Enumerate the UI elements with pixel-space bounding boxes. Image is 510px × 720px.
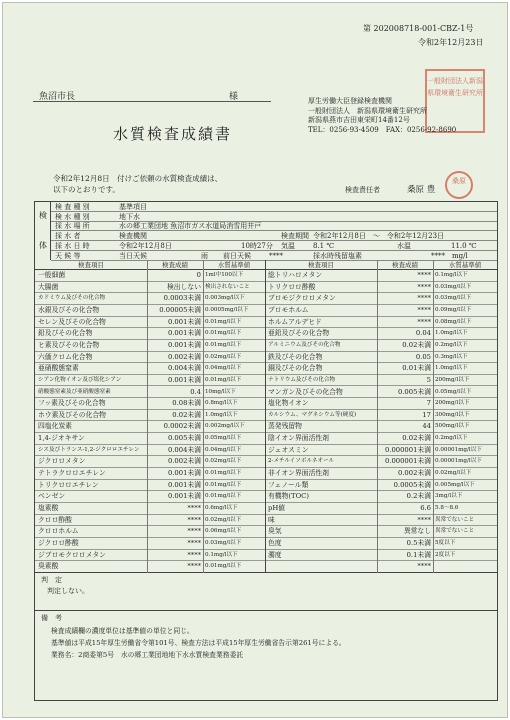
cell-result: **** xyxy=(187,527,201,536)
table-row xyxy=(35,538,497,550)
column-rule xyxy=(147,260,148,573)
cell-item: カドミウム及びその化合物 xyxy=(38,295,106,302)
judgement-text: 判定しない。 xyxy=(47,587,89,595)
cell-item: クロロ酢酸 xyxy=(38,515,72,524)
cell-result: **** xyxy=(417,282,431,291)
cell-standard: 0.2mg/l以下 xyxy=(435,341,468,348)
cell-item: 水銀及びその化合物 xyxy=(38,305,100,314)
column-rule xyxy=(433,260,434,573)
cell-standard: 5度以下 xyxy=(435,539,456,546)
cell-result: **** xyxy=(417,515,431,524)
issuer-line: 新潟県燕市吉田東栄町14番12号 xyxy=(308,116,410,125)
intro-text xyxy=(53,174,222,195)
col-header-result: 検査成績 xyxy=(147,260,203,270)
cell-item: フッ素及びその化合物 xyxy=(38,399,106,408)
table-row xyxy=(35,491,497,503)
table-row xyxy=(35,550,497,562)
cell-standard: 0.00001mg/l以下 xyxy=(435,458,482,465)
cell-standard: 0.05mg/l以下 xyxy=(205,435,242,442)
table-row xyxy=(35,503,497,515)
cell-item: 塩素酸 xyxy=(38,504,59,512)
cell-standard: 0.08mg/l以下 xyxy=(435,318,472,325)
cell-standard: 0.3mg/l以下 xyxy=(435,353,468,360)
cell-result: 0.001未満 xyxy=(167,375,201,384)
cell-result: 0.002未満 xyxy=(167,457,201,466)
cell-item: 2-メチルイソボルネオール xyxy=(268,458,335,465)
sample-info-row xyxy=(51,212,497,222)
cell-item: シス及びトランス-1,2-ジクロロエチレン xyxy=(38,446,140,453)
cell-item: 色度 xyxy=(268,538,282,547)
cell-result: **** xyxy=(187,562,201,571)
cell-result: 0.00005未満 xyxy=(159,305,201,314)
cell-result: 0.01未満 xyxy=(402,364,431,373)
cell-standard: 0.01mg/l以下 xyxy=(205,470,242,477)
cell-standard: 0.06mg/l以下 xyxy=(205,528,242,535)
cell-result: 0.5未満 xyxy=(406,538,431,547)
cell-standard: 0.01mg/l以下 xyxy=(205,376,242,383)
cell-result: 0.002未満 xyxy=(397,469,431,478)
cell-standard: 3mg/l以下 xyxy=(435,493,463,500)
cell-item: 六価クロム化合物 xyxy=(38,352,93,361)
cell-item: pH値 xyxy=(268,504,286,512)
cell-item: セレン及びその化合物 xyxy=(38,317,106,326)
table-row xyxy=(35,270,497,282)
cell-standard: 2度以下 xyxy=(435,551,456,558)
cell-item: 臭気 xyxy=(268,527,282,536)
cell-standard: 異常でないこと xyxy=(435,528,475,535)
side-char: 体 xyxy=(39,241,47,250)
section-divider xyxy=(35,610,497,611)
cell-standard: 1.0mg/l以下 xyxy=(205,411,238,418)
remarks-label: 備 考 xyxy=(41,614,62,622)
cell-result: 0.001未満 xyxy=(167,492,201,501)
info-value: 令和2年12月8日 ～ 令和2年12月23日 xyxy=(313,232,445,241)
cell-result: 0.0002未満 xyxy=(163,422,201,431)
info-label: 天 候 等 xyxy=(55,251,81,260)
section-divider xyxy=(35,572,497,573)
cell-standard: 200mg/l以下 xyxy=(435,376,470,383)
cell-standard: 0.002mg/l以下 xyxy=(205,423,245,430)
document-date: 令和2年12月23日 xyxy=(418,38,484,47)
report-sheet xyxy=(2,2,508,718)
cell-result: 0.004未満 xyxy=(167,445,201,454)
document-number: 第 202008718-001-CBZ-1号 xyxy=(363,24,474,33)
info-value: 当日天候 xyxy=(119,251,147,260)
cell-item: 濁度 xyxy=(268,550,282,559)
cell-standard: 1ml中100以下 xyxy=(205,272,244,278)
cell-item: ジクロロ酢酸 xyxy=(38,538,79,547)
cell-result: 0.001未満 xyxy=(167,480,201,489)
info-value: 基準項目 xyxy=(119,203,147,211)
cell-result: 0.000001未満 xyxy=(384,445,431,454)
cell-item: 陰イオン界面活性剤 xyxy=(268,434,329,443)
cell-standard: 0.02mg/l以下 xyxy=(205,353,242,360)
info-label: 水温 xyxy=(397,241,411,250)
cell-standard: 異常でないこと xyxy=(435,516,475,523)
table-row xyxy=(35,433,497,445)
cell-item: 鉛及びその化合物 xyxy=(38,329,93,338)
col-header-result: 検査成績 xyxy=(377,260,433,270)
remark-line: 基準値は平成15年厚生労働省令第101号、検査方法は平成15年厚生労働省告示第261号による。 xyxy=(51,639,346,647)
table-row xyxy=(35,456,497,468)
cell-standard: 0.09mg/l以下 xyxy=(435,306,472,313)
intro-line: 令和2年12月8日 付けご依頼の水質検査成績は、 xyxy=(53,174,223,183)
cell-result: 0.000001未満 xyxy=(384,457,431,466)
personal-seal: 桑原 xyxy=(445,171,473,199)
cell-item: 一般細菌 xyxy=(38,271,66,279)
cell-standard: 0.8mg/l以下 xyxy=(205,400,238,407)
info-label: 採 水 日 時 xyxy=(55,241,90,250)
column-rule xyxy=(265,260,266,573)
cell-item: トリクロロエチレン xyxy=(38,480,99,489)
cell-item: 味 xyxy=(268,515,275,524)
table-row xyxy=(35,515,497,527)
cell-standard: 0.01mg/l以下 xyxy=(205,563,242,570)
table-row xyxy=(35,375,497,387)
table-row xyxy=(35,328,497,340)
cell-item: クロロホルム xyxy=(38,527,79,536)
cell-result: **** xyxy=(187,550,201,559)
table-row xyxy=(35,387,497,399)
cell-item: フェノール類 xyxy=(268,480,309,489)
cell-result: **** xyxy=(417,294,431,303)
sample-info-row xyxy=(51,231,497,241)
cell-item: 有機物(TOC) xyxy=(268,492,310,501)
cell-result: 0.002未満 xyxy=(167,352,201,361)
cell-item: 鉄及びその化合物 xyxy=(268,352,323,361)
table-row xyxy=(35,282,497,294)
cell-result: **** xyxy=(417,305,431,314)
cell-result: **** xyxy=(187,538,201,547)
cell-result: 0.001未満 xyxy=(167,329,201,338)
cell-item: ジクロロメタン xyxy=(38,457,86,466)
cell-result: 5 xyxy=(426,375,431,384)
cell-item: 亜硝酸態窒素 xyxy=(38,364,79,373)
cell-result: **** xyxy=(187,504,201,512)
judgement-label: 判 定 xyxy=(41,576,62,584)
table-row xyxy=(35,293,497,305)
info-value: 水の郷工業団地 魚沼市ガス水道局消雪用井戸 xyxy=(119,222,262,231)
cell-standard: 検出されないこと xyxy=(205,283,250,290)
cell-item: ヒ素及びその化合物 xyxy=(38,340,100,349)
cell-result: 0.005未満 xyxy=(167,434,201,443)
cell-result: 0.0005未満 xyxy=(393,480,431,489)
info-value: 10時27分 xyxy=(241,241,273,250)
cell-item: 蒸発残留物 xyxy=(268,422,302,431)
cell-item: マンガン及びその化合物 xyxy=(268,387,343,396)
cell-item: 硝酸態窒素及び亜硝酸態窒素 xyxy=(38,388,111,395)
addressee-underline xyxy=(33,101,271,102)
info-label: 気温 xyxy=(281,241,295,250)
cell-standard: 0.1mg/l以下 xyxy=(205,551,238,558)
cell-item: テトラクロロエチレン xyxy=(38,469,106,478)
cell-standard: 0.01mg/l以下 xyxy=(205,481,242,488)
cell-item: 亜鉛及びその化合物 xyxy=(268,329,330,338)
cell-standard: 10mg/l以下 xyxy=(205,388,236,395)
cell-result: 0.1未満 xyxy=(406,550,431,559)
cell-result: **** xyxy=(417,317,431,326)
cell-result: 0.001未満 xyxy=(167,317,201,326)
results-table xyxy=(34,201,498,701)
cell-result: 0.001未満 xyxy=(167,340,201,349)
info-value: 前日天候 xyxy=(223,251,251,260)
col-header-item: 検査項目 xyxy=(35,260,147,270)
cell-item: 臭素酸 xyxy=(38,562,59,571)
info-label: 採水時残留塩素 xyxy=(313,251,362,260)
cell-item: ホルムアルデヒド xyxy=(268,317,322,326)
cell-result: 7 xyxy=(426,399,431,408)
cell-result: 0.001未満 xyxy=(167,469,201,478)
info-value: **** xyxy=(269,251,283,260)
cell-item: ジブロモクロロメタン xyxy=(38,550,106,559)
responsible-label: 検査責任者 xyxy=(345,186,380,194)
cell-standard: 0.02mg/l以下 xyxy=(435,470,472,477)
cell-standard: 5.8～8.6 xyxy=(435,505,459,511)
document-title: 水質検査成績書 xyxy=(113,125,233,143)
cell-standard: 0.04mg/l以下 xyxy=(205,365,242,372)
table-row xyxy=(35,421,497,433)
cell-standard: 0.2mg/l以下 xyxy=(435,435,468,442)
cell-item: ホウ素及びその化合物 xyxy=(38,410,106,419)
cell-item: カルシウム、マグネシウム等(硬度) xyxy=(268,411,357,418)
cell-result: 0.02未満 xyxy=(172,410,201,419)
cell-standard: 0.02mg/l以下 xyxy=(205,516,242,523)
table-row xyxy=(35,526,497,538)
sample-info-row xyxy=(51,202,497,212)
cell-item: ナトリウム及びその化合物 xyxy=(268,376,336,383)
cell-item: ブロモホルム xyxy=(268,305,309,314)
info-value: 地下水 xyxy=(119,212,140,221)
cell-result: 0.05 xyxy=(415,352,431,361)
cell-result: 0.4 xyxy=(190,387,201,396)
column-rule xyxy=(203,260,204,573)
cell-item: 銅及びその化合物 xyxy=(268,364,323,373)
sample-info-row xyxy=(51,251,497,261)
info-value: 8.1 ℃ xyxy=(313,241,335,250)
cell-standard: 1.0mg/l以下 xyxy=(435,365,468,372)
cell-standard: 500mg/l以下 xyxy=(435,423,470,430)
table-row xyxy=(35,317,497,329)
info-value: **** mg/l xyxy=(431,251,468,260)
cell-item: アルミニウム及びその化合物 xyxy=(268,341,341,348)
cell-standard: 0.005mg/l以下 xyxy=(435,481,475,488)
col-header-standard: 水質基準値 xyxy=(433,260,497,270)
cell-result: 0.08未満 xyxy=(172,399,201,408)
sample-info-row xyxy=(51,241,497,251)
cell-item: 総トリハロメタン xyxy=(268,271,323,279)
cell-standard: 200mg/l以下 xyxy=(435,400,470,407)
cell-result: 6.6 xyxy=(420,504,431,512)
cell-standard: 0.01mg/l以下 xyxy=(205,318,242,325)
cell-result: 0.04 xyxy=(415,329,431,338)
cell-standard: 300mg/l以下 xyxy=(435,411,470,418)
cell-standard: 0.01mg/l以下 xyxy=(205,493,242,500)
cell-result: 17 xyxy=(422,410,431,419)
cell-item: 大腸菌 xyxy=(38,282,59,291)
col-header-standard: 水質基準値 xyxy=(203,260,265,270)
info-label: 検 査 種 別 xyxy=(55,203,90,211)
organization-seal: 一般財団法人新潟県環境衛生研究所 xyxy=(425,69,485,133)
cell-result: 0.02未満 xyxy=(402,434,431,443)
cell-standard: 0.6mg/l以下 xyxy=(205,505,238,511)
table-row xyxy=(35,363,497,375)
cell-standard: 0.003mg/l以下 xyxy=(205,295,245,302)
cell-result: 0.005未満 xyxy=(397,387,431,396)
cell-result: 0.2未満 xyxy=(406,492,431,501)
remark-line: 検査成績欄の濃度単位は基準値の単位と同じ。 xyxy=(51,627,194,635)
addressee-honorific: 様 xyxy=(229,92,239,102)
issuer-line: 厚生労働大臣登録検査機関 xyxy=(308,97,392,105)
cell-item: 四塩化炭素 xyxy=(38,422,72,431)
table-row xyxy=(35,468,497,480)
cell-standard: 0.02mg/l以下 xyxy=(205,458,242,465)
addressee: 魚沼市長 xyxy=(39,92,76,102)
issuer-block xyxy=(308,97,456,135)
responsible-name: 桑原 豊 xyxy=(407,185,436,195)
cell-item: 1,4-ジオキサン xyxy=(38,434,85,443)
col-header-item: 検査項目 xyxy=(265,260,377,270)
cell-item: シアン化物イオン及び塩化シアン xyxy=(38,376,122,383)
info-value: 11.0 ℃ xyxy=(451,241,477,250)
info-label: 検 水 種 別 xyxy=(55,212,90,221)
cell-standard: 0.04mg/l以下 xyxy=(205,446,242,453)
table-row xyxy=(35,352,497,364)
cell-item: 非イオン界面活性剤 xyxy=(268,469,329,478)
cell-standard: 0.00001mg/l以下 xyxy=(435,446,482,453)
cell-result: 0.0003未満 xyxy=(163,294,201,303)
sample-info-row xyxy=(51,221,497,231)
cell-standard: 0.01mg/l以下 xyxy=(205,330,242,337)
cell-standard: 0.05mg/l以下 xyxy=(435,388,472,395)
column-rule xyxy=(377,260,378,573)
cell-result: 異常なし xyxy=(403,527,431,536)
cell-result: 0 xyxy=(196,271,201,279)
cell-result: 検出しない xyxy=(167,282,201,291)
cell-standard: 0.01mg/l以下 xyxy=(205,341,242,348)
cell-item: トリクロロ酢酸 xyxy=(268,282,316,291)
info-value: 令和2年12月8日 xyxy=(119,241,172,250)
table-row xyxy=(35,480,497,492)
cell-item: ジェオスミン xyxy=(268,445,309,454)
info-label: 採 水 者 xyxy=(55,232,81,241)
sample-side-label xyxy=(35,202,51,260)
side-char: 検 xyxy=(39,211,47,220)
cell-result: **** xyxy=(417,271,431,279)
cell-standard: 0.03mg/l以下 xyxy=(205,539,242,546)
cell-result: **** xyxy=(187,515,201,524)
table-row xyxy=(35,410,497,422)
intro-line: 以下のとおりです。 xyxy=(53,184,120,194)
table-row xyxy=(35,340,497,352)
table-row xyxy=(35,305,497,317)
cell-item: ブロモジクロロメタン xyxy=(268,294,336,303)
cell-item: ベンゼン xyxy=(38,492,66,501)
table-row xyxy=(35,445,497,457)
info-value: 検査機関 xyxy=(119,232,147,241)
cell-standard: 0.03mg/l以下 xyxy=(435,295,472,302)
cell-result: 0.004未満 xyxy=(167,364,201,373)
table-row xyxy=(35,398,497,410)
cell-standard: 0.1mg/l以下 xyxy=(435,272,468,278)
cell-standard: 0.03mg/l以下 xyxy=(435,283,472,290)
cell-standard: 0.0005mg/l以下 xyxy=(205,306,249,313)
remark-line: 業務名：2商委第5号 水の郷工業団地地下水水質検査業務委託 xyxy=(51,651,244,659)
issuer-line: 一般財団法人 新潟県環境衛生研究所 xyxy=(308,106,427,115)
info-value: 雨 xyxy=(201,251,208,260)
cell-result: 0.02未満 xyxy=(402,340,431,349)
info-label: 採 水 場 所 xyxy=(55,222,90,231)
cell-standard: 1.0mg/l以下 xyxy=(435,330,468,337)
issuer-line: TEL：0256-93-4509 FAX：0256-92-8690 xyxy=(308,125,457,134)
cell-result: 44 xyxy=(422,422,431,431)
cell-item: 塩化物イオン xyxy=(268,399,309,408)
cell-result: **** xyxy=(417,562,431,571)
info-label: 検査期間 xyxy=(281,232,309,241)
